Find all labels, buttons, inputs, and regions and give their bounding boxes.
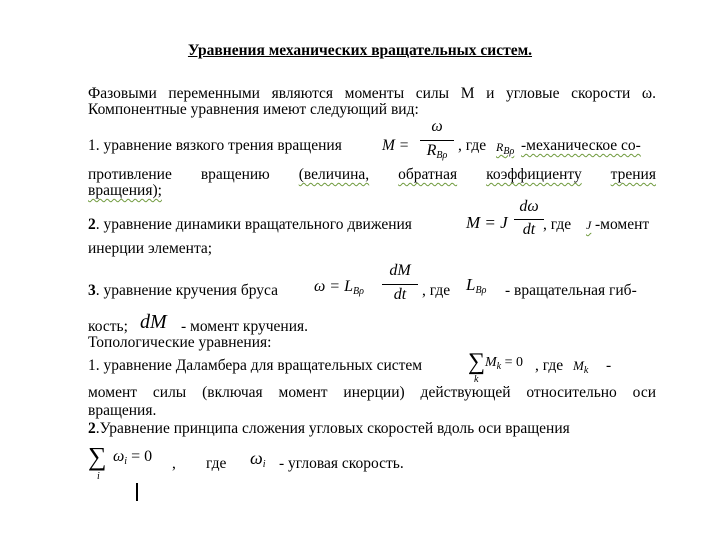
- eq3-text-c: - вращательная гиб-: [505, 282, 637, 299]
- topo-eq1-mk-m: M: [573, 358, 584, 373]
- page-title: Уравнения механических вращательных систем.: [187, 42, 533, 59]
- topo-eq2-comma: ,: [172, 455, 176, 472]
- eq3-frac-num: dM: [389, 262, 411, 279]
- topo-eq2-w-sub: i: [124, 456, 128, 467]
- eq3-lhs: [314, 278, 364, 301]
- eq1-frac-den: [420, 142, 454, 161]
- topo-eq1-text: 1. уравнение Даламбера для вращательных систем: [88, 357, 423, 374]
- eq3-l: L: [466, 275, 476, 294]
- eq1-word-5: коэффициенту: [486, 166, 582, 183]
- eq1-word-3: (величина,: [298, 166, 370, 183]
- eq1-where: , где: [458, 137, 487, 154]
- eq2-label: [88, 216, 412, 234]
- eq1-den-symbol: R: [426, 142, 437, 159]
- eq1-r-symbol: [496, 138, 514, 161]
- eq3-l-symbol: [466, 276, 486, 300]
- eq1-word-1: противление: [88, 166, 172, 183]
- topo-eq1-index: k: [474, 374, 479, 385]
- eq2-where: , где: [543, 216, 572, 233]
- eq1-line-2: [88, 166, 656, 184]
- topo-eq1-m: M: [485, 355, 497, 370]
- topo-eq1-sigma: ∑: [468, 349, 486, 375]
- topo-eq2-omega-sub: i: [262, 459, 266, 470]
- eq1-label: [88, 137, 342, 155]
- eq2-text-a: . уравнение динамики вращательного движения: [95, 216, 412, 233]
- topo-eq1-eq: = 0: [504, 355, 524, 370]
- topo-eq1-mk: [573, 357, 588, 380]
- eq2-j-symbol: [586, 216, 591, 234]
- topo-eq1-mk-sub: k: [583, 365, 589, 376]
- topo-eq2-desc: - угловая скорость.: [279, 455, 404, 472]
- eq3-text-a: . уравнение кручения бруса: [95, 282, 278, 299]
- intro-line-1: Фазовыми переменными являются моменты силы М и угловые скорости ω.: [88, 85, 656, 102]
- topo-eq2-number: 2: [88, 420, 96, 437]
- eq3-line-2a: кость;: [88, 318, 128, 335]
- eq3-number: 3: [88, 282, 96, 299]
- eq2-frac-den: dt: [522, 221, 536, 238]
- topo-eq1-m-sub: k: [496, 361, 502, 372]
- topo-eq1-line-3: вращения.: [88, 402, 157, 419]
- eq1-r: R: [496, 140, 504, 154]
- eq2-line-2: инерции элемента;: [88, 240, 213, 257]
- eq3-frac-bar: [382, 284, 418, 285]
- eq2-number: 2: [88, 216, 96, 233]
- topo-eq1-dash: -: [606, 357, 612, 374]
- topo-eq2-index: i: [97, 471, 100, 482]
- topo-eq2-omega: [250, 449, 266, 474]
- eq3-dm: dM: [140, 311, 167, 333]
- eq1-word-4: обратная: [398, 166, 458, 183]
- eq1-word-2: вращению: [200, 166, 270, 183]
- eq3-lhs-sub: Bρ: [353, 286, 364, 297]
- eq2-lhs: M = J: [466, 213, 508, 232]
- eq1-text-a: . уравнение вязкого трения вращения: [95, 137, 342, 154]
- topo-eq2-where: где: [206, 455, 227, 472]
- eq3-lhs-text: ω = L: [314, 278, 353, 295]
- eq1-frac-num: ω: [431, 118, 443, 135]
- eq3-where: , где: [422, 282, 451, 299]
- eq2-text-c: -момент: [595, 216, 650, 233]
- eq1-text-c-span: -механическое со-: [521, 137, 641, 154]
- eq1-number: 1: [88, 137, 96, 154]
- eq1-lhs: M =: [382, 137, 410, 154]
- topo-eq2-label: [88, 420, 570, 438]
- topo-eq2-sum-term: [113, 448, 152, 471]
- topo-eq2-sigma: ∑: [88, 442, 107, 471]
- topo-eq1-line-2: момент силы (включая момент инерции) действующей относительно оси: [88, 384, 656, 401]
- topo-eq2-text: .Уравнение принципа сложения угловых скоростей вдоль оси вращения: [95, 420, 570, 437]
- eq3-frac-den: dt: [393, 286, 407, 303]
- topo-heading: Топологические уравнения:: [88, 334, 272, 351]
- eq1-line-3: [88, 182, 162, 200]
- eq3-label: [88, 282, 278, 300]
- eq1-den-sub: Bρ: [436, 150, 448, 161]
- eq3-fraction: [382, 262, 418, 308]
- topo-eq2-w: ω: [113, 448, 125, 465]
- eq1-frac-bar: [420, 140, 454, 141]
- intro-line-2: Компонентные уравнения имеют следующий вид:: [88, 101, 419, 118]
- eq2-fraction: [514, 198, 544, 244]
- eq2-j: J: [586, 218, 592, 232]
- topo-eq1-where: , где: [535, 357, 564, 374]
- eq1-word-6: трения: [610, 166, 656, 183]
- eq1-line-3-text: вращения);: [88, 182, 162, 199]
- eq1-text-c: [521, 137, 641, 155]
- topo-eq2-eq: = 0: [131, 448, 153, 465]
- eq3-l-sub: Bρ: [475, 285, 487, 296]
- eq1-fraction: [420, 118, 454, 164]
- eq3-line-2b: - момент кручения.: [181, 318, 309, 335]
- eq2-frac-num: dω: [519, 198, 539, 215]
- topo-eq2-omega-symbol: ω: [250, 448, 263, 468]
- eq2-frac-bar: [514, 219, 544, 220]
- topo-eq1-sum-term: [485, 354, 523, 376]
- eq1-r-sub: Bρ: [503, 146, 515, 157]
- text-cursor: [136, 483, 138, 501]
